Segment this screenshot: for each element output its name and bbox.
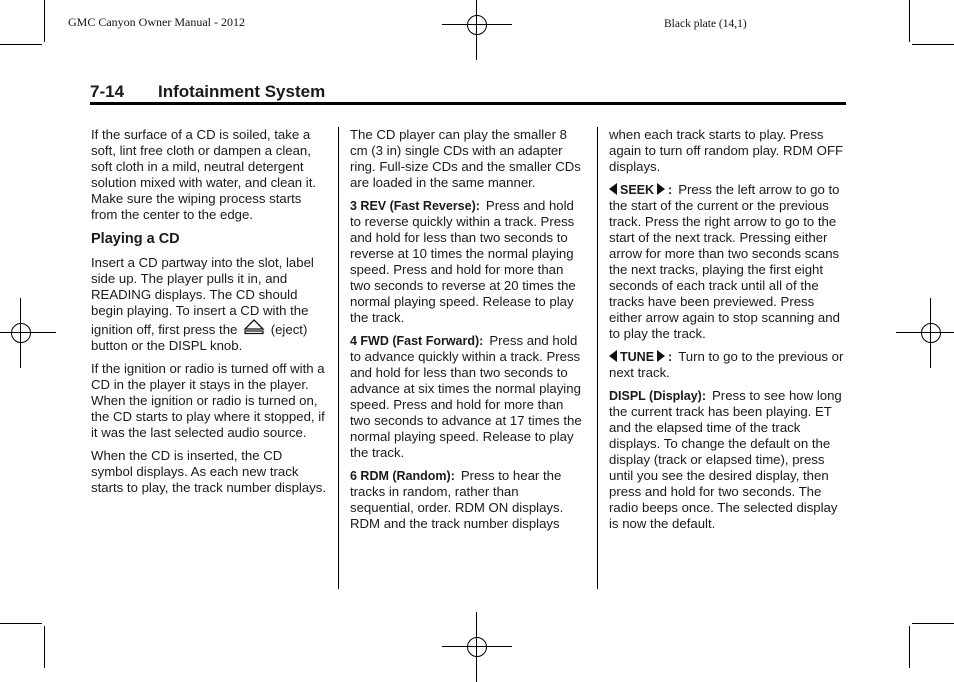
fwd-text: Press and hold to advance quickly within a track. Press and hold for less than two seconds to advance at six times the normal playing speed. Press and hold for more than two seconds to advance at 17 times the normal playing speed. Release to play the track. [350,333,582,460]
crop-mark [44,0,45,42]
rev-paragraph [350,198,586,326]
seek-colon: : [668,183,673,197]
rdm-text: Press to hear the tracks in random, rather than sequential, order. RDM ON displays. RDM and the track number displays [350,468,564,531]
tune-colon: : [668,350,673,364]
insert-cd-paragraph [91,255,327,354]
right-arrow-icon [657,350,665,362]
cd-size-paragraph: The CD player can play the smaller 8 cm (3 in) single CDs with an adapter ring. Full-size CDs and the smaller CDs are loaded in the same manner. [350,127,581,190]
cd-inserted-paragraph: When the CD is inserted, the CD symbol displays. As each new track starts to play, the track number displays. [91,448,327,495]
tune-label: TUNE [620,350,655,364]
seek-text: Press the left arrow to go to the start of the current or the previous track. Press the right arrow to go to the start of the next track. Pressing either arrow for more than two seconds scans the next tracks, playing the first eight seconds of each track until all of the tracks have been previewed. Press either arrow again to stop scanning and to play the track. [609,182,840,341]
eject-icon [243,319,265,335]
column-divider [597,127,598,589]
column-1 [91,127,327,503]
tune-text: Turn to go to the previous or next track. [609,349,844,380]
displ-paragraph [609,388,849,532]
cleaning-paragraph: If the surface of a CD is soiled, take a soft, lint free cloth or dampen a clean, soft cloth in a mild, neutral detergent solution mixed with water, and clean it. Make sure the wiping process starts from the center to the edge. [91,127,317,222]
rev-label: 3 REV (Fast Reverse): [350,199,480,213]
eject-text: (eject) button or the DISPL knob. [91,322,308,353]
registration-mark-icon [0,298,56,368]
rev-text: Press and hold to reverse quickly within a track. Press and hold for less than two seconds to reverse at 10 times the normal playing speed. Press and hold for more than two seconds to reverse at 20 times the normal playing speed. Release to play the track. [350,198,576,325]
section-title: Infotainment System [158,82,326,101]
rdm-continued-paragraph: when each track starts to play. Press again to turn off random play. RDM OFF displays. [609,127,844,174]
crop-mark [909,626,910,668]
registration-mark-icon [442,0,512,60]
crop-mark [909,0,910,42]
page-number: 7-14 [90,82,125,101]
rdm-paragraph [350,468,586,532]
seek-label: SEEK [620,183,655,197]
section-header [90,80,846,105]
crop-mark [0,623,42,624]
tune-paragraph [609,349,849,381]
displ-text: Press to see how long the current track has been playing. ET and the elapsed time of the track displays. To change the default on the display (track or elapsed time), press until you see the desired display, then press and hold for two seconds. The radio beeps once. The selected display is now the default. [609,388,842,531]
column-3 [609,127,849,539]
fwd-label: 4 FWD (Fast Forward): [350,334,484,348]
registration-mark-icon [442,612,512,682]
crop-mark [44,626,45,668]
rdm-label: 6 RDM (Random): [350,469,455,483]
fwd-paragraph [350,333,586,461]
crop-mark [912,44,954,45]
seek-paragraph [609,182,849,342]
left-arrow-icon [609,350,617,362]
left-arrow-icon [609,183,617,195]
column-divider [338,127,339,589]
displ-label: DISPL (Display): [609,389,707,403]
plate-label: Black plate (14,1) [664,18,747,30]
ignition-paragraph: If the ignition or radio is turned off with a CD in the player it stays in the player. When the ignition or radio is turned on, the CD starts to play where it stopped, if it was the last selected audio source. [91,361,325,440]
column-2 [350,127,586,539]
crop-mark [912,623,954,624]
crop-mark [0,44,42,45]
manual-title: GMC Canyon Owner Manual - 2012 [68,15,245,29]
insert-cd-text: Insert a CD partway into the slot, label side up. The player pulls it in, and READING displays. The CD should begin playing. To insert a CD with the ignition off, first press the [91,255,314,337]
playing-cd-heading: Playing a CD [91,231,180,247]
right-arrow-icon [657,183,665,195]
registration-mark-icon [896,298,954,368]
